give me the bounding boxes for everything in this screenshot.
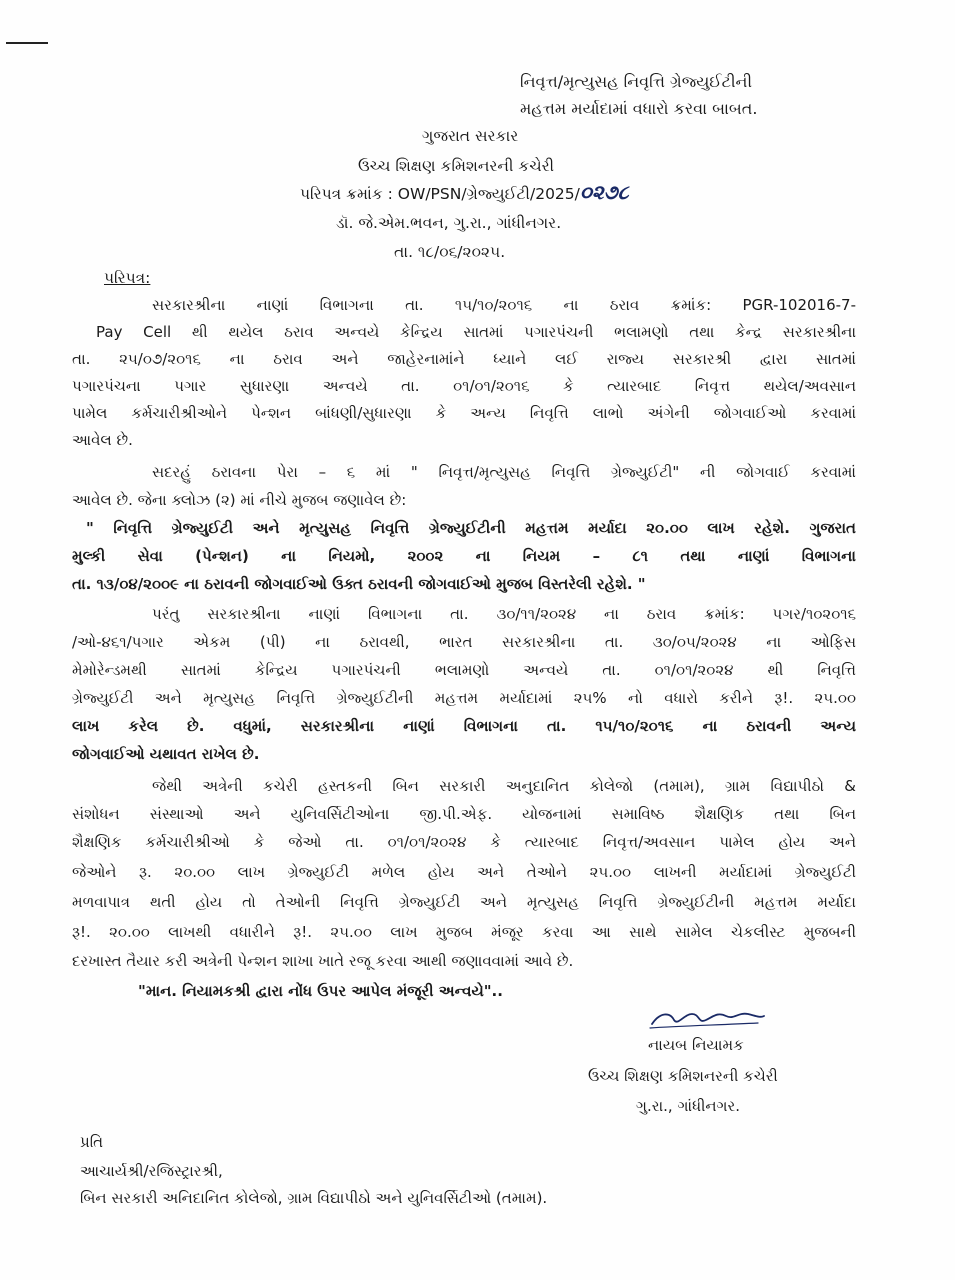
quote-line: મુલ્કી સેવા (પેન્શન) ના નિયમો, ૨૦૦૨ ના નિયમ – ૮૧ તથા નાણાં વિભાગના	[72, 547, 856, 565]
para2-line: સદરહું ઠરાવના પેરા – ૬ માં " નિવૃત્ત/મૃત્યુસહ નિવૃત્તિ ગ્રેજ્યુઈટી" ની જોગવાઈ કરવામાં	[152, 463, 856, 481]
quote-line: " નિવૃત્તિ ગ્રેજ્યુઈટી અને મૃત્યુસહ નિવૃત્તિ ગ્રેજ્યુઈટીની મહત્તમ મર્યાદા ૨૦.૦૦ લાખ રહેશે. ગુજરાત	[86, 519, 856, 537]
para3-line: પરંતુ સરકારશ્રીના નાણાં વિભાગના તા. ૩૦/૧૧/૨૦૨૪ ના ઠરાવ ક્રમાંક: પગર/૧૦૨૦૧૬	[152, 605, 856, 623]
para1-line: પામેલ કર્મચારીશ્રીઓને પેન્શન બાંધણી/સુધારણા કે અન્ય નિવૃત્તિ લાભો અંગેની જોગવાઈઓ કરવામાં	[72, 404, 856, 422]
para3-line: /ઓ-૪૬૧/પગાર એકમ (પી) ના ઠરાવથી, ભારત સરકારશ્રીના તા. ૩૦/૦૫/૨૦૨૪ ના ઓફિસ	[72, 633, 856, 651]
circular-number-label: પરિપત્ર ક્રમાંક : OW/PSN/ગ્રેજ્યુઈટી/2025/	[300, 185, 580, 203]
approval-line: "માન. નિયામકશ્રી દ્વારા નોંધ ઉપર આપેલ મંજૂરી અન્વયે"..	[138, 982, 503, 1000]
para4-line: દરખાસ્ત તૈયાર કરી અત્રેની પેન્શન શાખા ખાતે રજૂ કરવા આથી જણાવવામાં આવે છે.	[72, 952, 574, 970]
para4-line: જેઓને રૂ. ૨૦.૦૦ લાખ ગ્રેજ્યુઈટી મળેલ હોય અને તેઓને ૨૫.૦૦ લાખની મર્યાદામાં ગ્રેજ્યુઈટી	[72, 863, 856, 881]
para1-line: તા. ૨૫/૦૭/૨૦૧૬ ના ઠરાવ અને જાહેરનામાંને ધ્યાને લઈ રાજ્ય સરકારશ્રી દ્વારા સાતમાં	[72, 350, 856, 368]
recipient-line-2: બિન સરકારી અનિદાનિત કોલેજો, ગ્રામ વિદ્યાપીઠો અને યુનિવર્સિટીઓ (તમામ).	[80, 1189, 548, 1207]
para3-line: મેમોરેન્ડમથી સાતમાં કેન્દ્રિય પગારપંચની ભલામણો અન્વયે તા. ૦૧/૦૧/૨૦૨૪ થી નિવૃત્તિ	[72, 661, 856, 679]
quote-line: તા. ૧૩/૦૪/૨૦૦૯ ના ઠરાવની જોગવાઈઓ ઉક્ત ઠરાવની જોગવાઈઓ મુજબ વિસ્તરેલી રહેશે. "	[72, 575, 646, 593]
office-name: ઉચ્ચ શિક્ષણ કમિશનરની કચેરી	[358, 157, 555, 175]
subject-line-1: નિવૃત્ત/મૃત્યુસહ નિવૃત્તિ ગ્રેજ્યુઈટીની	[520, 72, 753, 91]
recipient-line-1: આચાર્યશ્રી/રજિસ્ટ્રારશ્રી,	[80, 1162, 223, 1180]
circular-heading: પરિપત્ર:	[104, 269, 151, 287]
para3-line: જોગવાઈઓ યથાવત રાખેલ છે.	[72, 745, 260, 763]
para1-line: Pay Cell થી થયેલ ઠરાવ અન્વયે કેન્દ્રિય સાતમાં પગારપંચની ભલામણો તથા કેન્દ્ર સરકારશ્રીના	[96, 323, 856, 341]
govt-name: ગુજરાત સરકાર	[422, 127, 519, 145]
para1-line: પગારપંચના પગાર સુધારણા અન્વયે તા. ૦૧/૦૧/૨૦૧૬ કે ત્યારબાદ નિવૃત્ત થયેલ/અવસાન	[72, 377, 856, 395]
signature	[648, 1006, 766, 1032]
signatory-title: નાયબ નિયામક	[648, 1036, 744, 1054]
signatory-place: ગુ.રા., ગાંધીનગર.	[636, 1097, 741, 1115]
para2-line: આવેલ છે. જેના ક્લોઝ (૨) માં નીચે મુજબ જણાવેલ છે:	[72, 491, 407, 509]
para4-line: મળવાપાત્ર થતી હોય તો તેઓની નિવૃત્તિ ગ્રેજ્યુઈટી અને મૃત્યુસહ નિવૃત્તિ ગ્રેજ્યુઈટીની મહત્તમ મર્યાદા	[72, 893, 856, 911]
signatory-office: ઉચ્ચ શિક્ષણ કમિશનરની કચેરી	[588, 1067, 778, 1085]
circular-number-handwritten: ૦૨૭૮	[579, 180, 629, 204]
top-dash	[6, 42, 48, 44]
para4-line: શૈક્ષણિક કર્મચારીશ્રીઓ કે જેઓ તા. ૦૧/૦૧/૨૦૨૪ કે ત્યારબાદ નિવૃત્ત/અવસાન પામેલ હોય અને	[72, 833, 856, 851]
circular-number	[300, 182, 629, 204]
subject-line-2: મહત્તમ મર્યાદામાં વધારો કરવા બાબત.	[520, 99, 758, 118]
para3-line: ગ્રેજ્યુઈટી અને મૃત્યુસહ નિવૃત્તિ ગ્રેજ્યુઈટીની મહત્તમ મર્યાદામાં ૨૫% નો વધારો કરીને રૂ!. ૨૫.૦૦	[72, 689, 856, 707]
para3-line: લાખ કરેલ છે. વધુમાં, સરકારશ્રીના નાણાં વિભાગના તા. ૧૫/૧૦/૨૦૧૬ ના ઠરાવની અન્ય	[72, 717, 856, 735]
para4-line: રૂ!. ૨૦.૦૦ લાખથી વધારીને રૂ!. ૨૫.૦૦ લાખ મુજબ મંજૂર કરવા આ સાથે સામેલ ચેકલીસ્ટ મુજબની	[72, 923, 856, 941]
circular-date: તા. ૧૮/૦૬/૨૦૨૫.	[394, 243, 506, 261]
para4-line: જેથી અત્રેની કચેરી હસ્તકની બિન સરકારી અનુદાનિત કોલેજો (તમામ), ગ્રામ વિદ્યાપીઠો &	[152, 777, 856, 795]
para1-line: આવેલ છે.	[72, 431, 133, 449]
to-label: પ્રતિ	[80, 1133, 104, 1151]
para1-line: સરકારશ્રીના નાણાં વિભાગના તા. ૧૫/૧૦/૨૦૧૬ ના ઠરાવ ક્રમાંક: PGR-102016-7-	[152, 296, 856, 314]
office-address: ડૉ. જે.એમ.ભવન, ગુ.રા., ગાંધીનગર.	[336, 214, 562, 232]
para4-line: સંશોધન સંસ્થાઓ અને યુનિવર્સિટીઓના જી.પી.એફ. યોજનામાં સમાવિષ્ઠ શૈક્ષણિક તથા બિન	[72, 805, 856, 823]
